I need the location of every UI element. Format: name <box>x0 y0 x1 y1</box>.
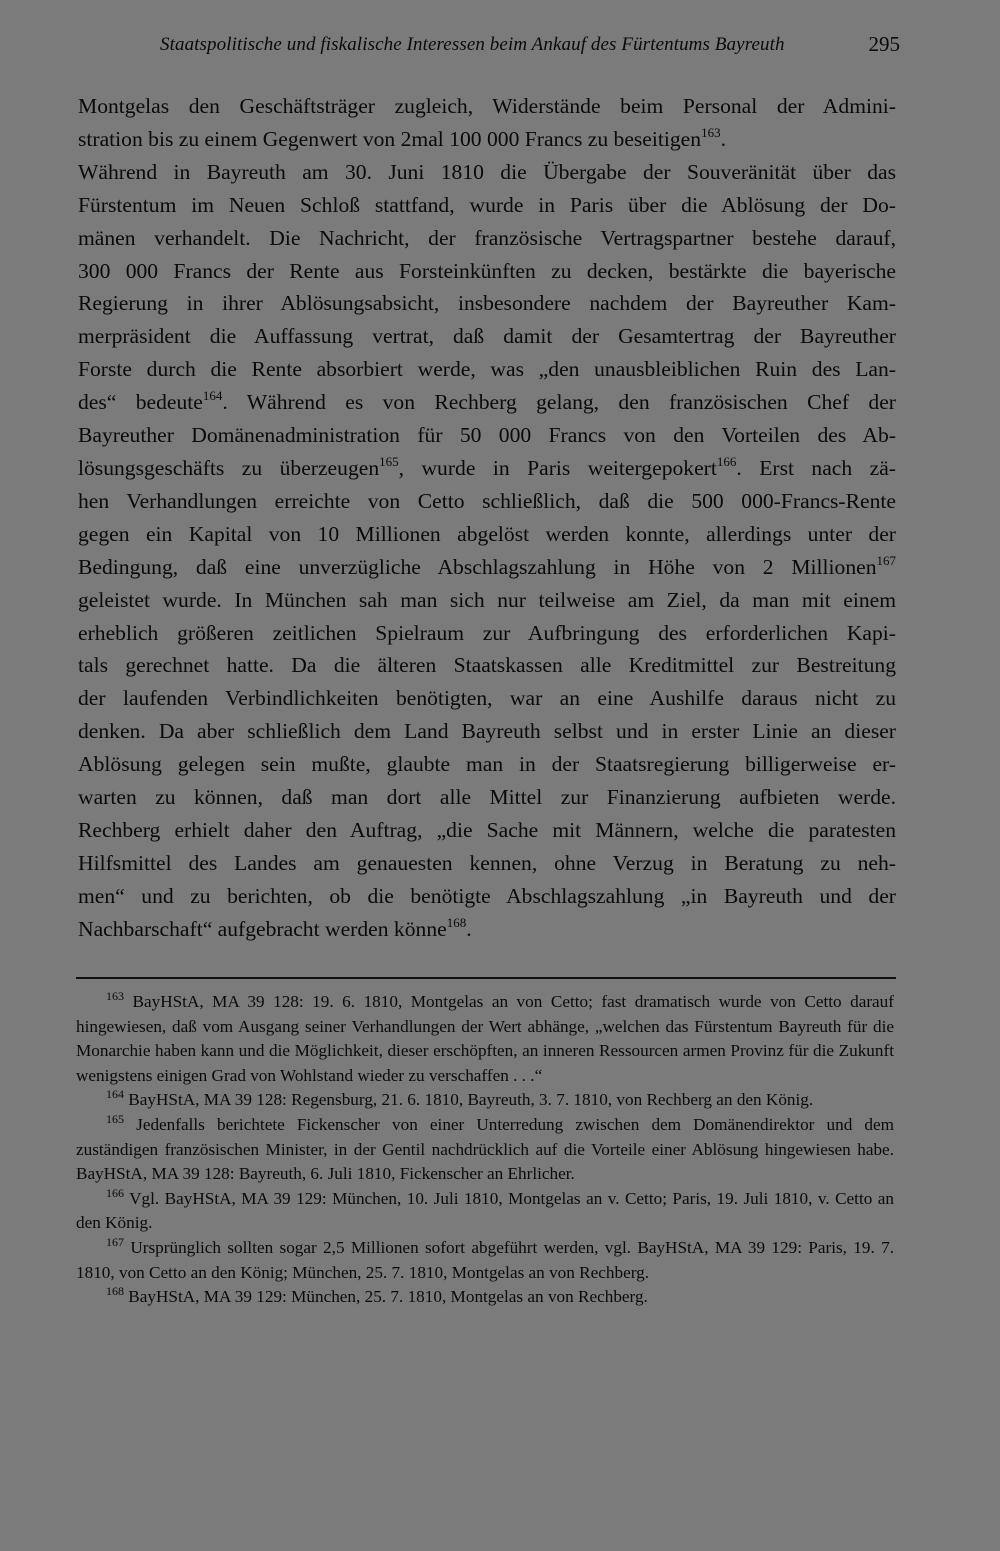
footnote-number: 168 <box>106 1284 124 1299</box>
text-line: Hilfsmittel des Landes am genauesten kennen, ohne Verzug in Beratung zu neh- <box>78 850 896 875</box>
running-header <box>160 30 900 64</box>
page-number: 295 <box>868 32 900 56</box>
footnote-number: 164 <box>106 1087 124 1102</box>
footnote: $^{165}$ Jedenfalls berichtete Fickenscher von einer Unterredung zwischen dem Domänendirektor und dem zuständigen französischen Minister, in der Gentil nachdrücklich auf die Vorteile einer Ablösung hingewiesen habe. BayHStA, MA 39 128: Bayreuth, 6. Juli 1810, Fickenscher an Ehrlicher. <box>76 1111 894 1184</box>
footnotes <box>76 990 894 1310</box>
footnote-number: 163 <box>106 989 124 1003</box>
text-line: Bayreuther Domänenadministration für 50 000 Francs von den Vorteilen des Ab- <box>78 423 896 448</box>
text-line: Während in Bayreuth am 30. Juni 1810 die Übergabe der Souveränität über das <box>78 159 896 184</box>
footnote: $^{168}$ BayHStA, MA 39 129: München, 25. 7. 1810, Montgelas an von Rechberg. <box>106 1284 648 1307</box>
footnote: $^{164}$ BayHStA, MA 39 128: Regensburg, 21. 6. 1810, Bayreuth, 3. 7. 1810, von Rechberg an den König. <box>106 1087 814 1110</box>
text-line: men“ und zu berichten, ob die benötigte Abschlagszahlung „in Bayreuth und der <box>78 883 896 908</box>
footnote: $^{167}$ Ursprünglich sollten sogar 2,5 Millionen sofort abgeführt werden, vgl. BayHStA, MA 39 129: Paris, 19. 7. 1810, von Cetto an den König; München, 25. 7. 1810, Montgelas an von Rechberg. <box>76 1234 894 1282</box>
main-text <box>78 90 896 946</box>
text-line: Montgelas den Geschäftsträger zugleich, Widerstände beim Personal der Admini- <box>78 94 896 118</box>
text-line: erheblich größeren zeitlichen Spielraum zur Aufbringung des erforderlichen Kapi- <box>78 620 896 645</box>
footnote-ref[interactable]: 164 <box>202 388 223 404</box>
footnote-number: 166 <box>106 1185 124 1200</box>
running-title: Staatspolitische und fiskalische Interessen beim Ankauf des Fürtentums Bayreuth <box>160 34 785 55</box>
text-line: der laufenden Verbindlichkeiten benötigten, war an eine Aushilfe daraus nicht zu <box>78 686 896 711</box>
footnote-ref[interactable]: 165 <box>379 453 399 469</box>
footnote-ref[interactable]: 168 <box>446 914 467 930</box>
text-line: Fürstentum im Neuen Schloß stattfand, wurde in Paris über die Ablösung der Do- <box>78 192 896 217</box>
text-line: hen Verhandlungen erreichte von Cetto schließlich, daß die 500 000-Francs-Rente <box>78 488 896 513</box>
text-line: stration bis zu einem Gegenwert von 2mal 100 000 Francs zu beseitigen$^{163}$. <box>78 124 726 151</box>
text-line: geleistet wurde. In München sah man sich nur teilweise am Ziel, da man mit einem <box>78 587 896 612</box>
text-line: lösungsgeschäfts zu überzeugen$^{165}$, wurde in Paris weitergepokert$^{166}$. Erst nach zä- <box>78 453 896 480</box>
footnote-number: 167 <box>106 1234 124 1249</box>
footnote: $^{163}$ BayHStA, MA 39 128: 19. 6. 1810, Montgelas an von Cetto; fast dramatisch wurde von Cetto darauf hingewiesen, daß vom Ausgang seiner Verhandlungen der Wert abhänge, „welchen das Fürstentum Bayreuth für die Monarchie haben kann und die Möglichkeit, dieser erschöpften, an inneren Ressourcen armen Provinz für die Zukunft wenigstens einigen Grad von Wohlstand wieder zu verschaffen . . .“ <box>76 989 894 1085</box>
footnote-ref[interactable]: 163 <box>701 124 721 140</box>
text-line: Rechberg erhielt daher den Auftrag, „die Sache mit Männern, welche die paratesten <box>78 817 896 842</box>
text-line: des“ bedeute$^{164}$. Während es von Rechberg gelang, den französischen Chef der <box>78 388 896 415</box>
text-line: Regierung in ihrer Ablösungsabsicht, insbesondere nachdem der Bayreuther Kam- <box>78 291 896 316</box>
text-line: merpräsident die Auffassung vertrat, daß damit der Gesamtertrag der Bayreuther <box>78 324 896 349</box>
text-line: Forste durch die Rente absorbiert werde, was „den unausbleiblichen Ruin des Lan- <box>78 357 896 382</box>
text-line: Bedingung, daß eine unverzügliche Abschlagszahlung in Höhe von 2 Millionen$^{167}$ <box>78 552 896 579</box>
text-line: tals gerechnet hatte. Da die älteren Staatskassen alle Kreditmittel zur Bestreitung <box>78 653 896 678</box>
text-line: Nachbarschaft“ aufgebracht werden könne$^{168}$. <box>78 914 472 941</box>
text-line: 300 000 Francs der Rente aus Forsteinkünften zu decken, bestärkte die bayerische <box>78 258 896 283</box>
footnote-ref[interactable]: 166 <box>716 453 737 469</box>
footnote: $^{166}$ Vgl. BayHStA, MA 39 129: München, 10. Juli 1810, Montgelas an v. Cetto; Paris, 19. Juli 1810, v. Cetto an den König. <box>76 1185 894 1233</box>
text-line: Ablösung gelegen sein mußte, glaubte man in der Staatsregierung billigerweise er- <box>78 752 896 777</box>
footnote-number: 165 <box>106 1111 124 1126</box>
text-line: mänen verhandelt. Die Nachricht, der französische Vertragspartner bestehe darauf, <box>78 225 896 250</box>
text-line: warten zu können, daß man dort alle Mittel zur Finanzierung aufbieten werde. <box>78 785 896 810</box>
text-line: gegen ein Kapital von 10 Millionen abgelöst werden konnte, allerdings unter der <box>78 521 896 546</box>
footnote-separator <box>76 977 896 979</box>
text-line: denken. Da aber schließlich dem Land Bayreuth selbst und in erster Linie an dieser <box>78 719 896 744</box>
footnote-ref[interactable]: 167 <box>876 552 896 568</box>
